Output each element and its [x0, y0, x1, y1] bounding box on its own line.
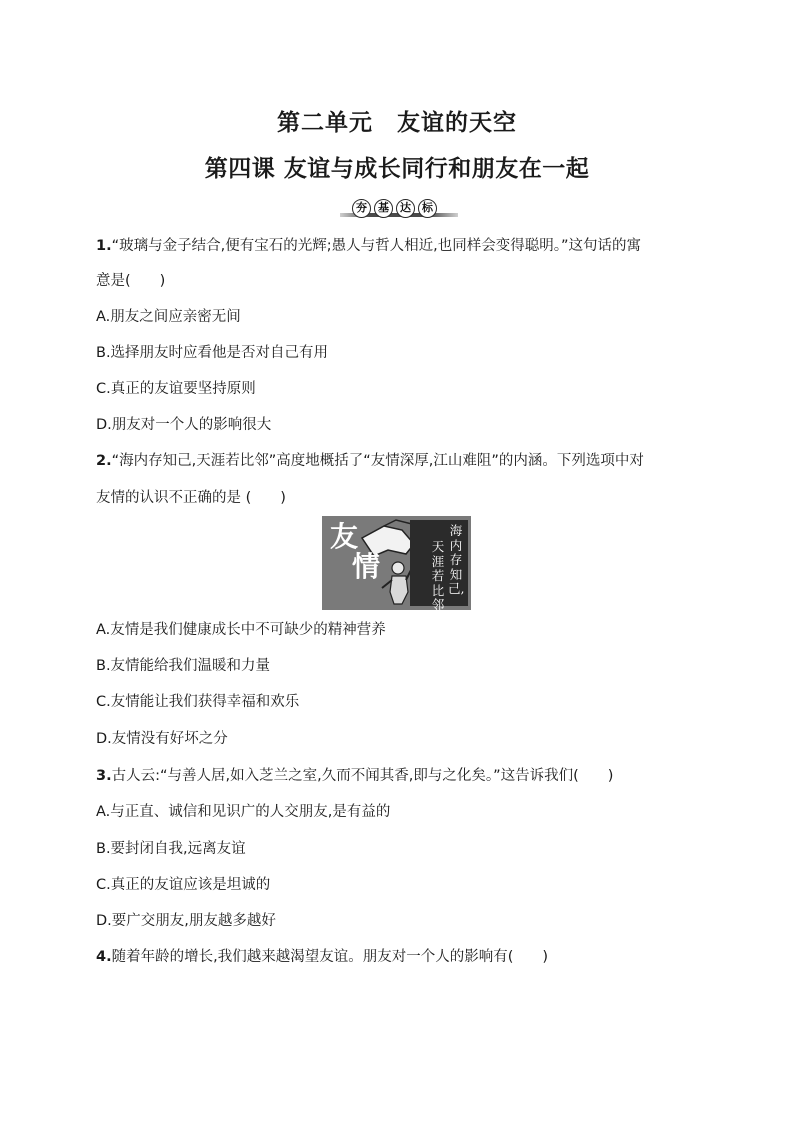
- question-2-option-b: B.友情能给我们温暖和力量: [96, 658, 271, 674]
- question-number: 3.: [96, 768, 112, 784]
- question-4-stem: [96, 947, 548, 967]
- question-number: 1.: [96, 238, 112, 254]
- question-3-option-a: A.与正直、诚信和见识广的人交朋友,是有益的: [96, 804, 391, 820]
- question-stem-line: 随着年龄的增长,我们越来越渴望友谊。朋友对一个人的影响有( ): [111, 949, 549, 965]
- question-1-stem: [96, 236, 641, 256]
- question-2-option-a: A.友情是我们健康成长中不可缺少的精神营养: [96, 622, 386, 638]
- question-stem-line: “玻璃与金子结合,便有宝石的光辉;愚人与哲人相近,也同样会变得聪明。”这句话的寓: [111, 238, 641, 254]
- badge-char: 夯: [352, 199, 371, 218]
- question-stem-line: 友情的认识不正确的是 ( ): [96, 490, 286, 506]
- question-number: 4.: [96, 949, 112, 965]
- badge-char: 达: [396, 199, 415, 218]
- question-number: 2.: [96, 453, 112, 469]
- question-2-stem: [96, 451, 644, 471]
- figure-big-word: 友: [330, 520, 359, 553]
- poem-column: 海内存知己,: [448, 523, 465, 596]
- friendship-illustration: [322, 516, 471, 610]
- poem-panel: [410, 520, 468, 610]
- question-1-option-c: C.真正的友谊要坚持原则: [96, 381, 256, 397]
- question-2-option-c: C.友情能让我们获得幸福和欢乐: [96, 694, 300, 710]
- lesson-title: 第四课 友谊与成长同行和朋友在一起: [204, 156, 590, 182]
- question-2-option-d: D.友情没有好坏之分: [96, 731, 228, 747]
- question-stem-line: 古人云:“与善人居,如入芝兰之室,久而不闻其香,即与之化矣。”这告诉我们( ): [111, 768, 614, 784]
- question-1-option-a: A.朋友之间应亲密无间: [96, 309, 241, 325]
- poem-column: 天涯若比邻: [431, 539, 445, 610]
- badge-char: 标: [418, 199, 437, 218]
- question-3-option-c: C.真正的友谊应该是坦诚的: [96, 877, 271, 893]
- question-1-option-d: D.朋友对一个人的影响很大: [96, 417, 272, 433]
- badge-char: 基: [374, 199, 393, 218]
- question-3-option-b: B.要封闭自我,远离友谊: [96, 841, 246, 857]
- figure-big-word: 情: [352, 550, 381, 583]
- question-1-option-b: B.选择朋友时应看他是否对自己有用: [96, 345, 329, 361]
- question-stem-line: “海内存知己,天涯若比邻”高度地概括了“友情深厚,江山难阻”的内涵。下列选项中对: [111, 453, 644, 469]
- question-stem-line: 意是( ): [96, 273, 166, 289]
- question-3-option-d: D.要广交朋友,朋友越多越好: [96, 913, 276, 929]
- section-badge: [340, 199, 458, 221]
- question-3-stem: [96, 766, 613, 786]
- unit-title: 第二单元 友谊的天空: [277, 110, 517, 136]
